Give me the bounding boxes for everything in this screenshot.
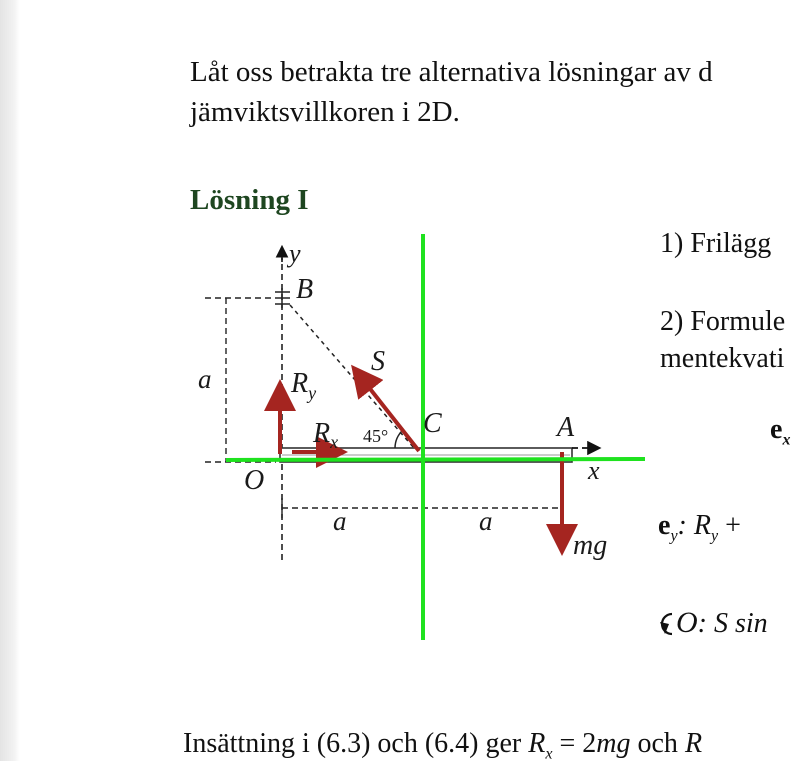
label-ry — [290, 368, 316, 403]
ex-label: e — [770, 414, 783, 445]
moment-expr: : S sin — [697, 608, 768, 639]
bottom-rx-sub: x — [545, 745, 553, 763]
step-1: 1) Frilägg — [660, 228, 772, 259]
ey-sub: y — [670, 527, 678, 545]
label-mg: mg — [573, 530, 608, 561]
step-2-line-2: mentekvati — [660, 343, 785, 374]
angle-arc — [395, 430, 403, 448]
label-rx-main: R — [313, 418, 331, 449]
intro-line-1: Låt oss betrakta tre alternativa lösningar av d — [190, 56, 713, 88]
label-y: y — [289, 239, 301, 268]
moment-arrow-icon — [658, 608, 676, 638]
moment-point: O — [676, 606, 698, 639]
label-c: C — [423, 408, 442, 439]
label-angle: 45° — [363, 426, 389, 446]
bottom-mg: mg — [596, 728, 631, 759]
bottom-text-1: Insättning i (6.3) och (6.4) ger — [183, 728, 529, 759]
equation-moment — [658, 606, 768, 640]
label-a-point: A — [557, 412, 575, 443]
ey-expr-sub: y — [710, 527, 719, 545]
intro-line-2: jämviktsvillkoren i 2D. — [190, 96, 460, 128]
label-rx — [312, 418, 338, 452]
bottom-r: R — [684, 728, 703, 759]
bottom-rx: R — [528, 728, 546, 759]
ey-label: e — [658, 510, 671, 541]
label-ry-main: R — [291, 368, 309, 399]
label-s: S — [371, 346, 385, 377]
support-b — [275, 288, 290, 308]
label-o: O — [244, 465, 265, 496]
label-a-bottom-right: a — [479, 506, 493, 536]
ey-plus: + — [718, 510, 741, 541]
bottom-eq: = 2 — [552, 728, 597, 759]
section-heading: Lösning I — [190, 184, 309, 216]
label-a-bottom-left: a — [333, 506, 347, 536]
label-b: B — [296, 274, 314, 305]
label-x: x — [588, 456, 600, 485]
ex-sub: x — [782, 431, 791, 449]
guide-horizontal — [226, 459, 645, 460]
bottom-och: och — [630, 728, 685, 759]
label-ry-sub: y — [308, 383, 317, 403]
equation-ey — [658, 510, 741, 546]
bottom-line — [183, 728, 702, 764]
label-rx-sub: x — [330, 432, 339, 452]
step-2-line-1: 2) Formule — [660, 306, 786, 337]
label-a-left: a — [198, 364, 212, 394]
ey-expr: : R — [677, 510, 711, 541]
equation-ex — [770, 414, 790, 450]
